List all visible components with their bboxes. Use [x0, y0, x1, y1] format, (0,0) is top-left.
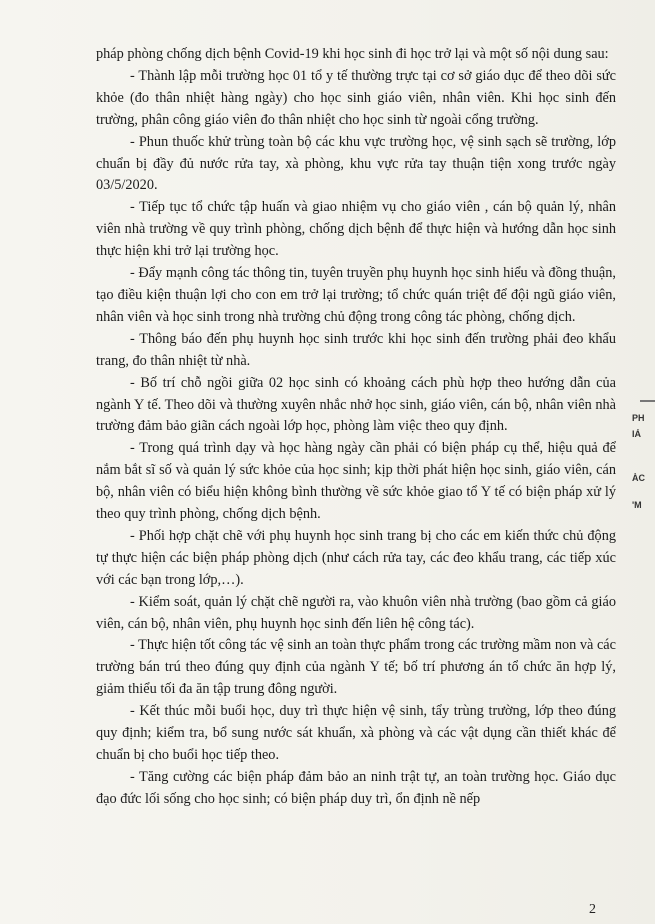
- document-body: [96, 44, 616, 811]
- margin-fragment: ÀC: [632, 473, 645, 483]
- paragraph-item: - Đẩy mạnh công tác thông tin, tuyên truyền phụ huynh học sinh hiểu và đồng thuận, tạo điều kiện thuận lợi cho con em trở lại trường; tổ chức quán triệt để đội ngũ giáo viên, nhân viên và học sinh trong nhà trường chủ động trong công tác phòng, chống dịch.: [96, 265, 616, 325]
- margin-edge-mark: [640, 400, 655, 402]
- paragraph-item: - Thông báo đến phụ huynh học sinh trước khi học sinh đến trường phải đeo khẩu trang, đo thân nhiệt từ nhà.: [96, 330, 616, 369]
- paragraph-item: - Tăng cường các biện pháp đảm bảo an ninh trật tự, an toàn trường học. Giáo dục đạo đức lối sống cho học sinh; có biện pháp duy trì, ổn định nề nếp: [96, 768, 616, 807]
- paragraph-item: - Thực hiện tốt công tác vệ sinh an toàn thực phẩm trong các trường mầm non và các trường bán trú theo đúng quy định của ngành Y tế; bố trí phương án tổ chức ăn hợp lý, giảm thiểu tối đa ăn tập trung đông người.: [96, 637, 616, 698]
- paragraph-item: - Bố trí chỗ ngồi giữa 02 học sinh có khoảng cách phù hợp theo hướng dẫn của ngành Y tế. Theo dõi và thường xuyên nhắc nhở học sinh, giáo viên, cán bộ, nhân viên nhà trường đảm bảo giãn cách ngoài lớp học, phòng làm việc theo quy định.: [96, 374, 616, 435]
- paragraph-item: - Tiếp tục tổ chức tập huấn và giao nhiệm vụ cho giáo viên , cán bộ quản lý, nhân viên nhà trường về quy trình phòng, chống dịch bệnh để thực hiện và hướng dẫn học sinh thực hiện khi trở lại trường học.: [96, 199, 616, 260]
- page-number: 2: [589, 902, 596, 917]
- paragraph-item: - Phun thuốc khử trùng toàn bộ các khu vực trường học, vệ sinh sạch sẽ trường, lớp chuẩn bị đầy đủ nước rửa tay, xà phòng, khu vực rửa tay thuận tiện xong trước ngày 03/5/2020.: [96, 133, 616, 194]
- paragraph-item: - Trong quá trình dạy và học hàng ngày cần phải có biện pháp cụ thể, hiệu quả để nắm bắt sĩ số và quản lý sức khỏe của học sinh; kịp thời phát hiện học sinh, giáo viên, cán bộ, nhân viên có biểu hiện không bình thường về sức khỏe giao tổ Y tế có biện pháp xử lý theo quy trình phòng, chống dịch bệnh.: [96, 440, 616, 523]
- margin-fragment: PH: [632, 413, 645, 423]
- margin-fragment: 'M: [632, 500, 642, 510]
- paragraph-item: - Kết thúc mỗi buổi học, duy trì thực hiện vệ sinh, tẩy trùng trường, lớp theo đúng quy định; kiểm tra, bổ sung nước sát khuẩn, xà phòng và các vật dụng cần thiết khác để chuẩn bị cho buổi học tiếp theo.: [96, 703, 616, 763]
- paragraph-item: - Kiểm soát, quản lý chặt chẽ người ra, vào khuôn viên nhà trường (bao gồm cả giáo viên, cán bộ, nhân viên, phụ huynh học sinh đến liên hệ công tác).: [96, 593, 616, 632]
- paragraph-item: - Phối hợp chặt chẽ với phụ huynh học sinh trang bị cho các em kiến thức chủ động tự thực hiện các biện pháp phòng dịch (như cách rửa tay, các đeo khẩu trang, các tiếp xúc với các bạn trong lớp,…).: [96, 527, 616, 588]
- paragraph-intro: pháp phòng chống dịch bệnh Covid-19 khi học sinh đi học trở lại và một số nội dung sau:: [96, 46, 609, 62]
- paragraph-item: - Thành lập mỗi trường học 01 tổ y tế thường trực tại cơ sở giáo dục để theo dõi sức khỏe (đo thân nhiệt hàng ngày) cho học sinh giáo viên, nhân viên. Khi học sinh đến trường, phân công giáo viên đo thân nhiệt cho học sinh từ ngoài cổng trường.: [96, 67, 616, 128]
- margin-fragment: IÁ: [632, 429, 641, 439]
